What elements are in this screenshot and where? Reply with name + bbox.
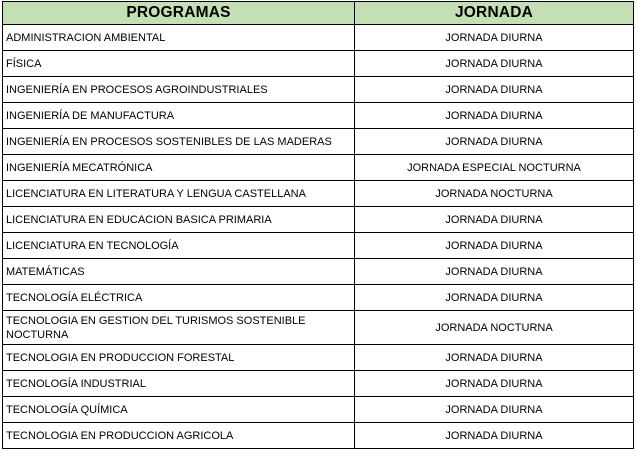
program-cell: TECNOLOGIA EN GESTION DEL TURISMOS SOSTENIBLE NOCTURNA xyxy=(3,311,355,345)
table-row xyxy=(3,77,634,103)
program-cell: LICENCIATURA EN EDUCACION BASICA PRIMARIA xyxy=(3,207,355,233)
table-row xyxy=(3,129,634,155)
schedule-cell: JORNADA ESPECIAL NOCTURNA xyxy=(355,155,634,181)
programs-table-container xyxy=(2,1,634,449)
schedule-cell: JORNADA DIURNA xyxy=(355,345,634,371)
programs-table xyxy=(2,1,634,449)
table-row xyxy=(3,423,634,449)
program-cell: INGENIERÍA MECATRÓNICA xyxy=(3,155,355,181)
table-row xyxy=(3,285,634,311)
program-cell: TECNOLOGÍA ELÉCTRICA xyxy=(3,285,355,311)
schedule-cell: JORNADA DIURNA xyxy=(355,423,634,449)
schedule-cell: JORNADA DIURNA xyxy=(355,285,634,311)
schedule-cell: JORNADA NOCTURNA xyxy=(355,311,634,345)
table-row xyxy=(3,345,634,371)
header-programas: PROGRAMAS xyxy=(3,2,355,25)
schedule-cell: JORNADA DIURNA xyxy=(355,207,634,233)
table-header-row xyxy=(3,2,634,25)
table-row xyxy=(3,207,634,233)
table-row xyxy=(3,311,634,345)
table-row xyxy=(3,233,634,259)
schedule-cell: JORNADA DIURNA xyxy=(355,397,634,423)
schedule-cell: JORNADA DIURNA xyxy=(355,103,634,129)
program-cell: FÍSICA xyxy=(3,51,355,77)
table-row xyxy=(3,371,634,397)
program-cell: TECNOLOGÍA QUÍMICA xyxy=(3,397,355,423)
schedule-cell: JORNADA DIURNA xyxy=(355,25,634,51)
program-cell: INGENIERÍA EN PROCESOS SOSTENIBLES DE LAS MADERAS xyxy=(3,129,355,155)
table-row xyxy=(3,397,634,423)
table-row xyxy=(3,25,634,51)
program-cell: TECNOLOGIA EN PRODUCCION AGRICOLA xyxy=(3,423,355,449)
table-row xyxy=(3,103,634,129)
schedule-cell: JORNADA NOCTURNA xyxy=(355,181,634,207)
program-cell: TECNOLOGIA EN PRODUCCION FORESTAL xyxy=(3,345,355,371)
table-row xyxy=(3,155,634,181)
schedule-cell: JORNADA DIURNA xyxy=(355,77,634,103)
program-cell: INGENIERÍA DE MANUFACTURA xyxy=(3,103,355,129)
program-cell: ADMINISTRACION AMBIENTAL xyxy=(3,25,355,51)
table-row xyxy=(3,259,634,285)
schedule-cell: JORNADA DIURNA xyxy=(355,129,634,155)
table-row xyxy=(3,51,634,77)
program-cell: LICENCIATURA EN LITERATURA Y LENGUA CASTELLANA xyxy=(3,181,355,207)
schedule-cell: JORNADA DIURNA xyxy=(355,51,634,77)
program-cell: MATEMÁTICAS xyxy=(3,259,355,285)
schedule-cell: JORNADA DIURNA xyxy=(355,259,634,285)
table-row xyxy=(3,181,634,207)
header-jornada: JORNADA xyxy=(355,2,634,25)
program-cell: LICENCIATURA EN TECNOLOGÍA xyxy=(3,233,355,259)
program-cell: TECNOLOGÍA INDUSTRIAL xyxy=(3,371,355,397)
schedule-cell: JORNADA DIURNA xyxy=(355,233,634,259)
schedule-cell: JORNADA DIURNA xyxy=(355,371,634,397)
program-cell: INGENIERÍA EN PROCESOS AGROINDUSTRIALES xyxy=(3,77,355,103)
